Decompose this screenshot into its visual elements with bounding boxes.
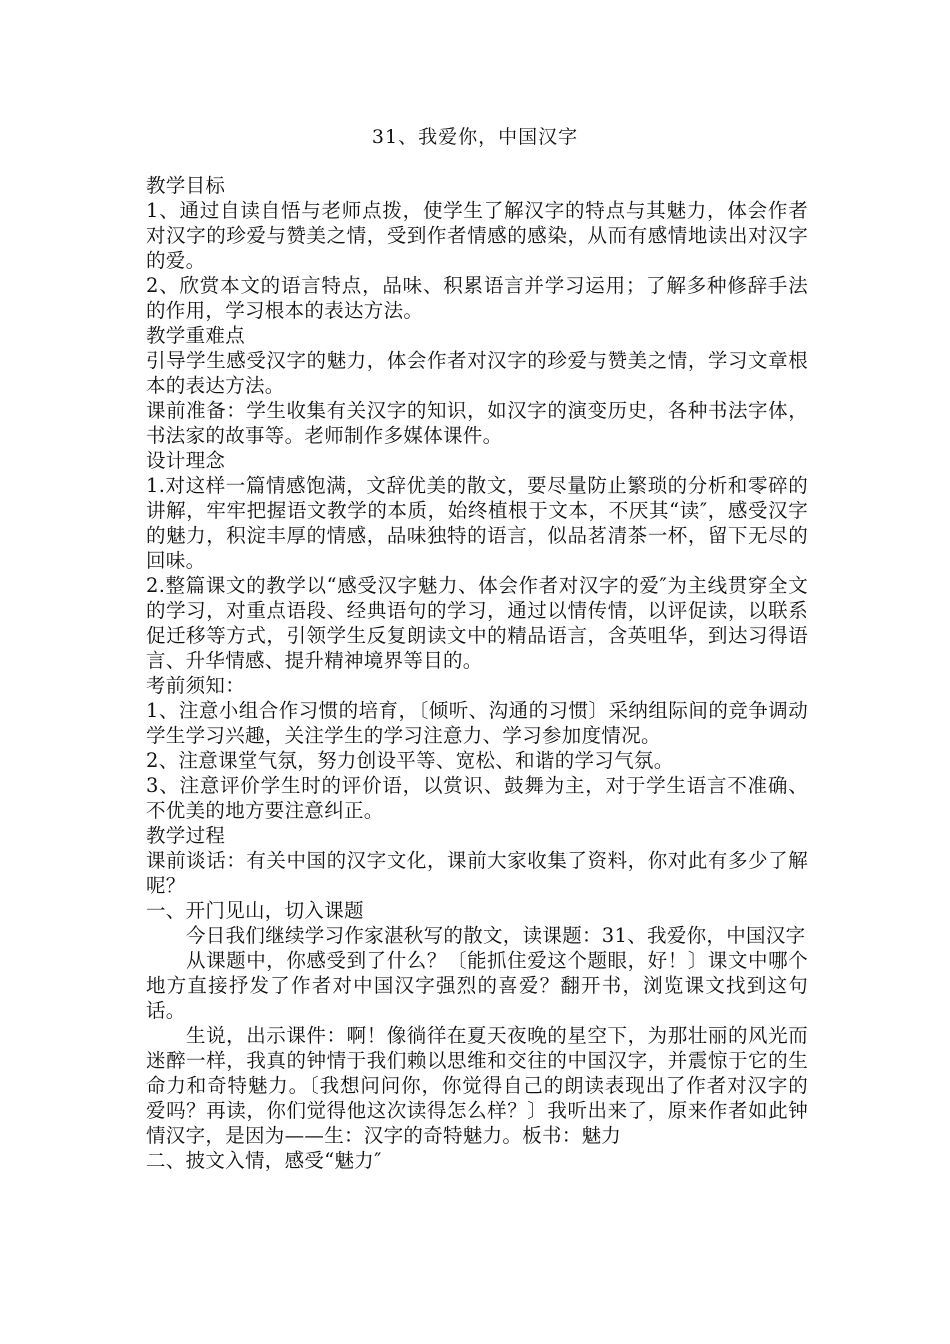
section-1-heading: 一、开门见山，切入课题 [146, 899, 364, 922]
document-title: 31、我爱你，中国汉字 [371, 126, 579, 148]
note-3: 3、注意评价学生时的评价语，以赏识、鼓舞为主，对于学生语言不准确、不优美的地方要注意纠正。 [146, 774, 808, 822]
heading-key-points: 教学重难点 [146, 324, 246, 347]
goal-2: 2、欣赏本文的语言特点，品味、积累语言并学习运用；了解多种修辞手法的作用，学习根本的表达方法。 [146, 274, 808, 322]
section-2-heading: 二、披文入情，感受“魅力″ [146, 1149, 382, 1172]
heading-notes: 考前须知： [146, 674, 246, 697]
document-body [146, 173, 808, 1173]
note-2: 2、注意课堂气氛，努力创设平等、宽松、和谐的学习气氛。 [146, 749, 674, 772]
goal-1: 1、通过自读自悟与老师点拨，使学生了解汉字的特点与其魅力，体会作者对汉字的珍爱与赞美之情，受到作者情感的感染，从而有感情地读出对汉字的爱。 [146, 199, 808, 272]
section-1-para-2: 从课题中，你感受到了什么？〔能抓住爱这个题眼，好！〕课文中哪个地方直接抒发了作者对中国汉字强烈的喜爱？翻开书，浏览课文找到这句话。 [146, 949, 808, 1022]
key-points-text: 引导学生感受汉字的魅力，体会作者对汉字的珍爱与赞美之情，学习文章根本的表达方法。 [146, 349, 808, 397]
note-1: 1、注意小组合作习惯的培育，〔倾听、沟通的习惯〕采纳组际间的竞争调动学生学习兴趣，关注学生的学习注意力、学习参加度情况。 [146, 699, 808, 747]
heading-teaching-goals: 教学目标 [146, 174, 226, 197]
heading-design-concept: 设计理念 [146, 449, 226, 472]
concept-2: 2.整篇课文的教学以“感受汉字魅力、体会作者对汉字的爱″为主线贯穿全文的学习，对重点语段、经典语句的学习，通过以情传情，以评促读，以联系促迁移等方式，引领学生反复朗读文中的精品语言，含英咀华，到达习得语言、升华情感、提升精神境界等目的。 [146, 574, 808, 672]
preparation-text: 课前准备：学生收集有关汉字的知识，如汉字的演变历史，各种书法字体，书法家的故事等。老师制作多媒体课件。 [146, 399, 808, 447]
pre-class-talk: 课前谈话：有关中国的汉字文化，课前大家收集了资料，你对此有多少了解呢？ [146, 849, 808, 897]
concept-1: 1.对这样一篇情感饱满，文辞优美的散文，要尽量防止繁琐的分析和零碎的讲解，牢牢把握语文教学的本质，始终植根于文本，不厌其“读″，感受汉字的魅力，积淀丰厚的情感，品味独特的语言，似品茗清茶一杯，留下无尽的回味。 [146, 474, 808, 572]
section-1-para-1: 今日我们继续学习作家湛秋写的散文，读课题：31、我爱你，中国汉字 [186, 924, 806, 947]
section-1-para-3: 生说，出示课件：啊！像徜徉在夏天夜晚的星空下，为那壮丽的风光而迷醉一样，我真的钟情于我们赖以思维和交往的中国汉字，并震惊于它的生命力和奇特魅力。〔我想问问你，你觉得自己的朗读表现出了作者对汉字的爱吗？再读，你们觉得他这次读得怎么样？〕我听出来了，原来作者如此钟情汉字，是因为——生：汉字的奇特魅力。板书：魅力 [146, 1024, 808, 1147]
heading-teaching-process: 教学过程 [146, 824, 226, 847]
